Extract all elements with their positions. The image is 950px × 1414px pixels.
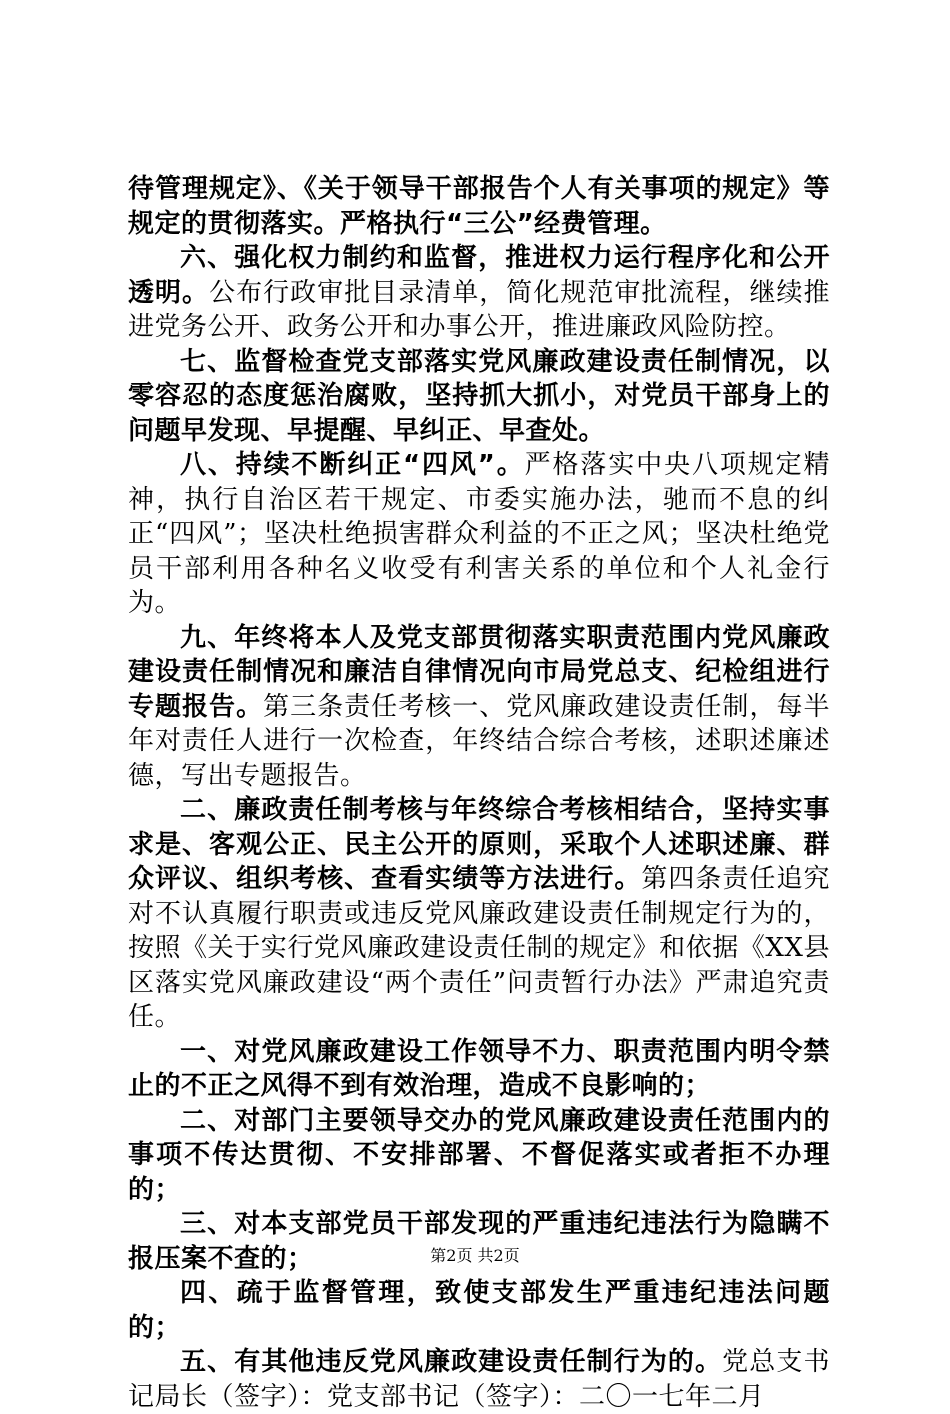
paragraph-bold-text: 待管理规定》、《关于领导干部报告个人有关事项的规定》等规定的贯彻落实。严格执行“三公”经费管理。 [128,174,830,239]
paragraph-accountability-1 [128,1035,830,1104]
paragraph-normal-text: 严格落实中央八项规定精神，执行自治区若干规定、市委实施办法，驰而不息的纠正“四风”；坚决杜绝损害群众利益的不正之风；坚决杜绝党员干部利用各种名义收受有利害关系的单位和个人礼金行为。 [128,450,830,618]
paragraph-9 [128,621,830,794]
paragraph-normal-text: 第三条责任考核一、党风廉政建设责任制，每半年对责任人进行一次检查，年终结合综合考核，述职述廉述德，写出专题报告。 [128,691,830,791]
paragraph-accountability-2 [128,1104,830,1208]
paragraph-bold-text: 一、对党风廉政建设工作领导不力、职责范围内明令禁止的不正之风得不到有效治理，造成不良影响的； [128,1036,830,1101]
paragraph-accountability-4 [128,1276,830,1345]
paragraph-6 [128,241,830,345]
paragraph-7 [128,345,830,449]
paragraph-bold-text: 五、有其他违反党风廉政建设责任制行为的。 [180,1347,723,1377]
paragraph-normal-text: 第四条责任追究对不认真履行职责或违反党风廉政建设责任制规定行为的，按照《关于实行党风廉政建设责任制的规定》和依据《XX县区落实党风廉政建设“两个责任”问责暂行办法》严肃追究责任。 [128,864,830,1032]
paragraph-assessment-2 [128,793,830,1035]
paragraph-bold-text: 九、年终将本人及党支部贯彻落实职责范围内党风廉政建设责任制情况和廉洁自律情况向市局党总支、纪检组进行专题报告。 [128,622,830,722]
paragraph-bold-text: 二、廉政责任制考核与年终综合考核相结合，坚持实事求是、客观公正、民主公开的原则，采取个人述职述廉、群众评议、组织考核、查看实绩等方法进行。 [128,795,830,894]
paragraph-accountability-5 [128,1345,830,1414]
paragraph-bold-text: 三、对本支部党员干部发现的严重违纪违法行为隐瞒不报压案不查的； [128,1209,830,1274]
paragraph-normal-text: 公布行政审批目录清单，简化规范审批流程，继续推进党务公开、政务公开和办事公开，推进廉政风险防控。 [128,277,830,342]
document-body [128,172,830,1414]
paragraph-bold-text: 六、强化权力制约和监督，推进权力运行程序化和公开透明。 [128,243,830,308]
paragraph-bold-text: 七、监督检查党支部落实党风廉政建设责任制情况，以零容忍的态度惩治腐败，坚持抓大抓小，对党员干部身上的问题早发现、早提醒、早纠正、早查处。 [128,346,830,446]
paragraph-continuation [128,172,830,241]
paragraph-bold-text: 四、疏于监督管理，致使支部发生严重违纪违法问题的； [128,1278,830,1343]
paragraph-bold-text: 八、持续不断纠正“四风”。 [180,450,525,480]
paragraph-8 [128,448,830,621]
paragraph-normal-text: 党总支书记局长（签字）：党支部书记（签字）：二〇一七年二月 [128,1347,830,1412]
paragraph-bold-text: 二、对部门主要领导交办的党风廉政建设责任范围内的事项不传达贯彻、不安排部署、不督促落实或者拒不办理的； [128,1105,830,1205]
page-number-footer: 第2页 共2页 [430,1246,520,1265]
